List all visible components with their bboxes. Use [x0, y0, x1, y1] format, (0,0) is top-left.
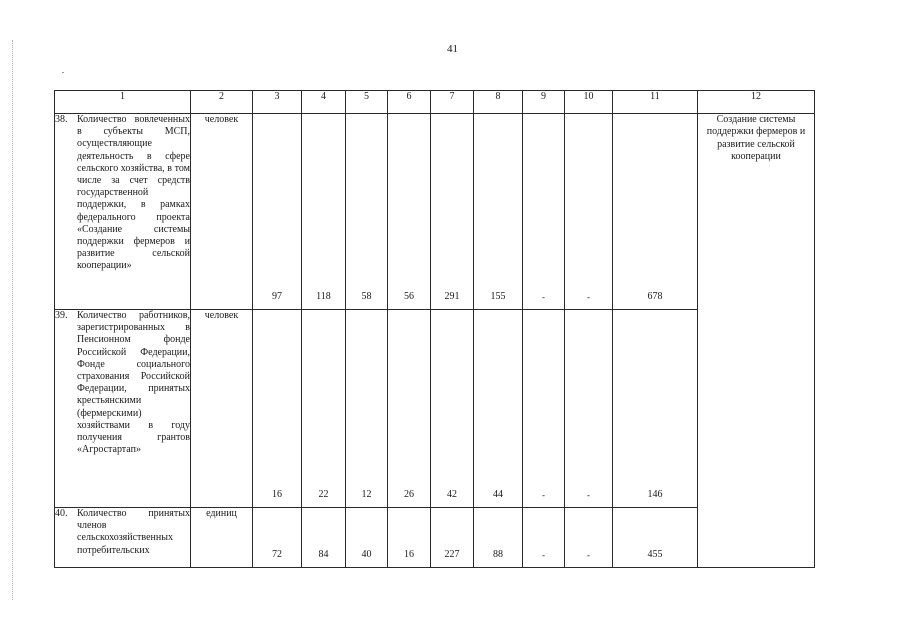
unit-cell: человек	[191, 310, 253, 508]
value-cell: -	[565, 508, 613, 568]
value-cell: 84	[302, 508, 346, 568]
header-cell-10: 10	[565, 91, 613, 114]
value-cell: 97	[253, 114, 302, 310]
header-cell-11: 11	[613, 91, 698, 114]
value-cell: 22	[302, 310, 346, 508]
value-cell: 16	[388, 508, 431, 568]
indicator-text: Количество вовлеченных в субъекты МСП, осуществляющие деятельность в сфере сельского хозяйства, в том числе за счет средств государственной поддержки, в рамках федерального проекта «Создание системы поддержки фермеров и развитие сельской кооперации»	[77, 114, 190, 272]
value-cell: 72	[253, 508, 302, 568]
page-number: 41	[447, 43, 458, 55]
value-cell: 227	[431, 508, 474, 568]
scan-speck	[62, 72, 64, 73]
value-cell: 118	[302, 114, 346, 310]
header-cell-12: 12	[698, 91, 815, 114]
header-row	[55, 91, 815, 114]
indicator-cell	[55, 114, 191, 310]
unit-cell: человек	[191, 114, 253, 310]
indicator-cell	[55, 508, 191, 568]
total-cell: 678	[613, 114, 698, 310]
value-cell: -	[523, 310, 565, 508]
value-cell: -	[523, 508, 565, 568]
header-cell-3: 3	[253, 91, 302, 114]
note-cell: Создание системы поддержки фермеров и развитие сельской кооперации	[698, 114, 815, 568]
row-number: 40.	[55, 508, 68, 519]
table-row-38	[55, 114, 815, 310]
indicator-cell	[55, 310, 191, 508]
header-cell-5: 5	[346, 91, 388, 114]
value-cell: -	[565, 310, 613, 508]
header-cell-7: 7	[431, 91, 474, 114]
binding-margin-dots	[12, 40, 13, 600]
value-cell: 16	[253, 310, 302, 508]
total-cell: 146	[613, 310, 698, 508]
value-cell: -	[565, 114, 613, 310]
header-cell-2: 2	[191, 91, 253, 114]
value-cell: 155	[474, 114, 523, 310]
value-cell: 88	[474, 508, 523, 568]
value-cell: 56	[388, 114, 431, 310]
indicator-text: Количество принятых членов сельскохозяйственных потребительских	[77, 508, 190, 556]
row-number: 38.	[55, 114, 68, 125]
row-number: 39.	[55, 310, 68, 321]
header-cell-4: 4	[302, 91, 346, 114]
header-cell-1: 1	[55, 91, 191, 114]
indicator-text: Количество работников, зарегистрированных в Пенсионном фонде Российской Федерации, Фонде социального страхования Российской Федерации, принятых крестьянскими (фермерскими) хозяйствами в году получения грантов «Агростартап»	[77, 310, 190, 456]
unit-cell: единиц	[191, 508, 253, 568]
value-cell: 58	[346, 114, 388, 310]
value-cell: 12	[346, 310, 388, 508]
value-cell: 40	[346, 508, 388, 568]
value-cell: -	[523, 114, 565, 310]
header-cell-6: 6	[388, 91, 431, 114]
indicators-table	[54, 90, 815, 568]
header-cell-9: 9	[523, 91, 565, 114]
total-cell: 455	[613, 508, 698, 568]
value-cell: 26	[388, 310, 431, 508]
value-cell: 291	[431, 114, 474, 310]
header-cell-8: 8	[474, 91, 523, 114]
value-cell: 42	[431, 310, 474, 508]
value-cell: 44	[474, 310, 523, 508]
